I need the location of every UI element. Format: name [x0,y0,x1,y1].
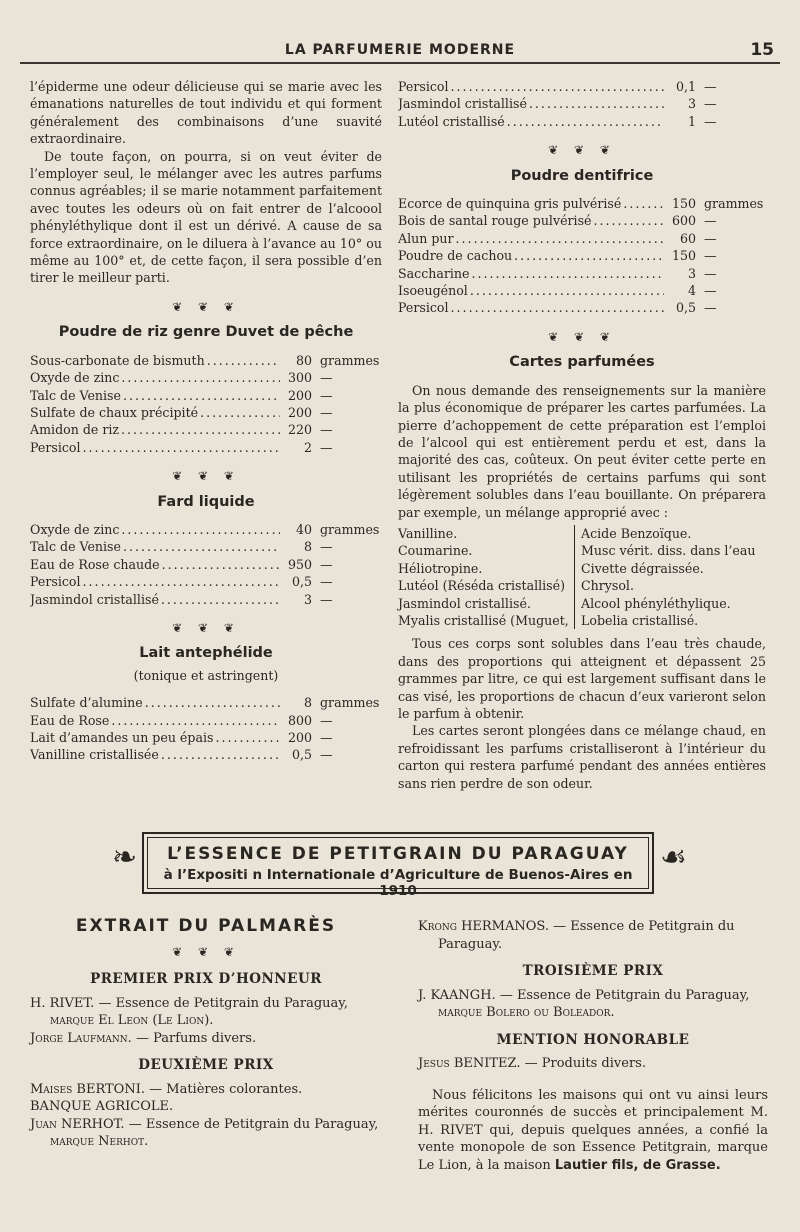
recipe-heading: Poudre de riz genre Duvet de pêche [58,324,354,341]
fleuron-ornament: ❦ ❦ ❦ [548,143,616,158]
prize-heading: DEUXIÈME PRIX [138,1057,274,1073]
laureate-name: Jesus BENITEZ. [418,1056,521,1071]
prize-heading: PREMIER PRIX D’HONNEUR [90,971,322,987]
intro-paragraph: De toute façon, on pourra, si on veut éviter de l’employer seul, le mélanger avec les autres parfums connus agréables; il se marie notamment parfaitement avec toutes les odeurs où on fait entrer de l’alcoool phényléthylique dont il est un dérivé. A cause de sa force extraordinaire, on le diluera à l’avance au 10° ou même au 100° et, de cette façon, il sera possible d’en tirer le meilleur parti. [30,148,382,286]
recipe-line: Vanilline cristallisée . . . 0,5 — [30,746,382,763]
intro-paragraph: l’épiderme une odeur délicieuse qui se marie avec les émanations naturelles de tout individu et qui forment généralement des combinaisons d’une suavité extraordinaire. [30,79,382,147]
recipe-line: Amidon de riz . . . 220 — [30,421,382,438]
recipe-line: Persicol . . . 0,5 — [30,573,382,590]
laureate-name: Maises BERTONI. [30,1081,145,1097]
banner-title: L’ESSENCE DE PETITGRAIN DU PARAGUAY [167,844,629,864]
laureate-product: — Produits divers. [524,1056,646,1071]
recipe-line: Persicol . . . 0,5 — [398,299,766,316]
recipe-line: Oxyde de zinc . . . 300 — [30,369,382,386]
laureate-brand: marque El Leon (Le Lion). [50,1013,214,1028]
article-paragraph: On nous demande des renseignements sur la manière la plus économique de préparer les cartes parfumées. La pierre d’achoppement de cette préparation est l’emploi de l’alcool qui est entièrement perdu et est, dans la majorité des cas, coûteux. On peut éviter cette perte en utilisant les propriétés de certains parfums qui sont légèrement solubles dans l’eau bouillante. On préparera par exemple, un mélange approprié avec : [398,382,766,520]
laureate-entry [30,1030,382,1048]
flourish-left-icon: ❧ [112,840,138,875]
recipe-list [30,694,382,764]
running-header [20,40,780,64]
recipe-heading: Fard liquide [157,493,255,510]
recipe-line: Bois de santal rouge pulvérisé . . . 600 — [398,212,766,229]
laureate-name: H. RIVET. [30,995,95,1011]
recipe-line: Jasmindol cristallisé . . . 3 — [398,95,766,112]
flourish-right-icon: ☙ [660,840,687,875]
recipe-heading: Lait antephélide [139,645,273,662]
prize-heading: MENTION HONORABLE [496,1031,690,1048]
recipe-line: Talc de Venise . . . 8 — [30,538,382,555]
laureate-brand: Paraguay. [438,936,503,952]
fleuron-ornament: ❦ ❦ ❦ [172,299,240,314]
fleuron-ornament: ❦ ❦ ❦ [172,620,240,635]
fleuron-ornament: ❦ ❦ ❦ [172,944,240,959]
recipe-line: Persicol . . . 2 — [30,439,382,456]
ingredient-column-b [575,525,755,629]
recipe-line: Sulfate d’alumine . . . 8 grammes [30,694,382,711]
prize-heading: TROISIÈME PRIX [522,963,664,979]
left-column [30,78,382,764]
ingredient-item: Chrysol. [581,578,634,594]
banner-subtitle: à l’Expositi n Internationale d’Agriculture de Buenos-Aires en 1910 [163,867,633,899]
laureate-entry [30,1116,382,1151]
recipe-line: Eau de Rose chaude . . . 950 — [30,556,382,573]
palmares-heading: EXTRAIT DU PALMARÈS [75,916,337,936]
recipe-line: Talc de Venise . . . 200 — [30,387,382,404]
laureate-name: BANQUE AGRICOLE. [30,1099,174,1114]
laureate-product: — Essence de Petitgrain du Paraguay, [98,995,349,1011]
recipe-list [30,521,382,608]
ingredient-item: Lobelia cristallisé. [581,612,699,628]
recipe-line: Eau de Rose . . . 800 — [30,712,382,729]
ingredient-item: Vanilline. [398,525,458,541]
essence-banner [142,832,654,899]
palmares-right [418,918,768,1174]
ingredient-item: Acide Benzoïque. [581,525,692,541]
right-column [398,78,766,792]
ingredient-item: Civette dégraissée. [581,560,704,576]
palmares-left [30,918,382,1151]
article-paragraph: Les cartes seront plongées dans ce mélange chaud, en refroidissant les parfums cristalliseront à l’intérieur du carton qui restera parfumé pendant des années entières sans rien perdre de son odeur. [398,723,766,791]
recipe-line: Oxyde de zinc . . . 40 grammes [30,521,382,538]
fleuron-ornament: ❦ ❦ ❦ [172,469,240,484]
laureate-brand: marque Nerhot. [50,1134,149,1149]
ingredient-item: Alcool phényléthylique. [581,595,731,611]
laureate-entry [30,1098,382,1116]
recipe-line: Lutéol cristallisé . . . 1 — [398,113,766,130]
closing-paragraph: Nous félicitons les maisons qui ont vu ainsi leurs mérites couronnés de succès et principalement M. H. RIVET qui, depuis quelques années, a confié la vente monopole de son Essence Petitgrain, marque Le Lion, à la maison Lautier fils, de Grasse. [418,1087,768,1173]
ingredient-item: Coumarine. [398,543,473,559]
ingredient-item: Myalis cristallisé (Muguet, [398,612,569,628]
ingredient-item: Héliotropine. [398,560,483,576]
recipe-line: Isoeugénol . . . 4 — [398,282,766,299]
journal-title: LA PARFUMERIE MODERNE [284,42,516,58]
laureate-product: — Essence de Petitgrain du Paraguay, [128,1116,379,1132]
laureate-entry [418,918,768,953]
laureate-name: Jorge Laufmann. [30,1030,132,1046]
article-paragraph: Tous ces corps sont solubles dans l’eau très chaude, dans des proportions qui atteignent et dépassent 25 grammes par litre, ce qui est largement suffisant dans le cas visé, les proportions de chacun d’eux varieront selon le parfum à obtenir. [398,636,766,721]
recipe-heading: Poudre dentifrice [510,167,654,184]
laureate-name: Krong HERMANOS. [418,919,549,934]
laureate-entry [30,995,382,1030]
recipe-line: Persicol . . . 0,1 — [398,78,766,95]
ingredient-item: Musc vérit. diss. dans l’eau [581,543,756,559]
recipe-line: Poudre de cachou . . . 150 — [398,247,766,264]
page-number: 15 [750,40,774,60]
laureate-product: — Essence de Petitgrain du [553,919,735,934]
ingredient-item: Lutéol (Réséda cristallisé) [398,578,565,594]
recipe-list [30,352,382,456]
recipe-line: Alun pur . . . 60 — [398,230,766,247]
laureate-entry [418,1055,768,1073]
closing-house-name: Lautier fils, de Grasse. [554,1157,721,1173]
recipe-line: Saccharine . . . 3 — [398,265,766,282]
fleuron-ornament: ❦ ❦ ❦ [548,329,616,344]
ingredient-item: Jasmindol cristallisé. [398,595,531,611]
recipe-list-continued [398,78,766,130]
laureate-entry [30,1081,382,1099]
laureate-brand: marque Bolero ou Boleador. [438,1005,615,1020]
laureate-product: — Matières colorantes. [149,1081,303,1097]
laureate-name: Juan NERHOT. [30,1116,125,1132]
recipe-line: Jasmindol cristallisé . . . 3 — [30,591,382,608]
recipe-line: Lait d’amandes un peu épais . . . 200 — [30,729,382,746]
laureate-name: J. KAANGH. [418,987,496,1003]
laureate-product: — Parfums divers. [135,1030,257,1046]
ingredient-columns [398,525,766,629]
laureate-entry [418,987,768,1022]
recipe-list [398,195,766,317]
recipe-subtitle: (tonique et astringent) [133,667,279,683]
section-heading: Cartes parfumées [509,354,655,371]
ingredient-column-a [398,525,575,629]
recipe-line: Sous-carbonate de bismuth . . . 80 grammes [30,352,382,369]
laureate-product: — Essence de Petitgrain du Paraguay, [499,987,750,1003]
recipe-line: Ecorce de quinquina gris pulvérisé . . . 150 grammes [398,195,766,212]
recipe-line: Sulfate de chaux précipité . . . 200 — [30,404,382,421]
